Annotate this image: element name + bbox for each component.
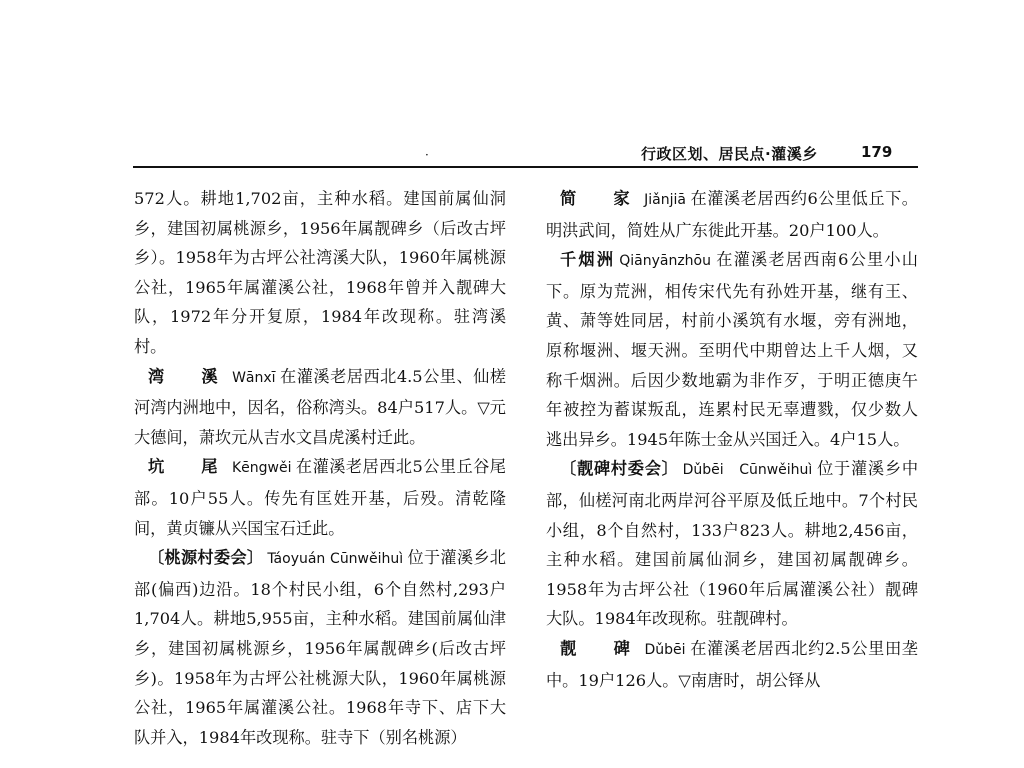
pinyin: Táoyuán Cūnwěihuì (267, 551, 404, 568)
left-column (134, 184, 506, 752)
headword: 坑 尾 (148, 457, 228, 477)
headword: 千烟洲 (560, 250, 616, 270)
pinyin: Wānxī (232, 369, 276, 386)
headword: 靓 碑 (560, 638, 641, 658)
header-dot: · (425, 148, 429, 162)
entry-taoyuan-committee (134, 543, 506, 752)
entry-body: 在灌溪老居西北约2.5公里田垄中。19户126人。▽南唐时，胡公铎从 (546, 638, 918, 690)
entry-kengwei (134, 452, 506, 543)
entry-qianyanzhou (546, 245, 918, 454)
entry-body: 位于灌溪乡北部(偏西)边沿。18个村民小组，6个自然村,293户1,704人。耕地5,955亩，主种水稻。建国前属仙津乡，建国初属桃源乡，1956年属靓碑乡(后改古坪乡)。1958年为古坪公社桃源大队，1960年属桃源公社，1965年属灌溪公社。1968年寺下、店下大队并入，1984年改现称。驻寺下（别名桃源） (134, 548, 506, 747)
pinyin: Qiānyānzhōu (619, 253, 711, 270)
headword: 〔桃源村委会〕 (148, 548, 264, 568)
entry-dubei-committee (546, 454, 918, 634)
headword: 〔靓碑村委会〕 (560, 459, 679, 479)
entry-jianjia (546, 184, 918, 245)
right-column (546, 184, 918, 695)
header-title: 行政区划、居民点·灌溪乡 (641, 145, 818, 163)
entry-body: 在灌溪老居西北4.5公里、仙槎河湾内洲地中，因名，俗称湾头。84户517人。▽元大德间，萧坎元从吉水文昌虎溪村迁此。 (134, 366, 507, 447)
entry-dubei (546, 634, 918, 695)
entry-continuation: 572人。耕地1,702亩，主种水稻。建国前属仙洞乡，建国初属桃源乡，1956年属靓碑乡（后改古坪乡）。1958年为古坪公社湾溪大队，1960年属桃源公社，1965年属灌溪公社，1968年曾并入靓碑大队，1972年分开复原，1984年改现称。驻湾溪村。 (134, 189, 506, 356)
entry-wanxi (134, 362, 506, 453)
running-header (133, 140, 918, 166)
entry-body: 位于灌溪乡中部，仙槎河南北两岸河谷平原及低丘地中。7个村民小组，8个自然村，133户823人。耕地2,456亩，主种水稻。建国前属仙洞乡，建国初属靓碑乡。1958年为古坪公社（1960年后属灌溪公社）靓碑大队。1984年改现称。驻靓碑村。 (546, 459, 919, 629)
entry-body: 在灌溪老居西北5公里丘谷尾部。10户55人。传先有匡姓开基，后殁。清乾隆间，黄贞镰从兴国宝石迁此。 (134, 457, 506, 538)
headword: 简 家 (560, 189, 641, 208)
pinyin: Jiǎnjiā (644, 192, 686, 208)
header-rule (133, 166, 918, 168)
entry-body: 在灌溪老居西南6公里小山下。原为荒洲，相传宋代先有孙姓开基，继有王、黄、萧等姓同居，村前小溪筑有水堰，旁有洲地，原称堰洲、堰天洲。至明代中期曾达上千人烟，又称千烟洲。后因少数地霸为非作歹，于明正德庚午年被控为蓄谋叛乱，连累村民无辜遭戮，仅少数人逃出异乡。1945年陈士金从兴国迁入。4户15人。 (546, 250, 918, 449)
pinyin: Kēngwěi (231, 460, 292, 477)
entry-body: 在灌溪老居西约6公里低丘下。明洪武间，简姓从广东徙此开基。20户100人。 (546, 189, 918, 240)
pinyin: Dǔbēi (644, 641, 686, 658)
headword: 湾 溪 (148, 366, 229, 386)
page-number: 179 (861, 143, 893, 161)
pinyin: Dǔbēi Cūnwěihuì (682, 462, 813, 479)
